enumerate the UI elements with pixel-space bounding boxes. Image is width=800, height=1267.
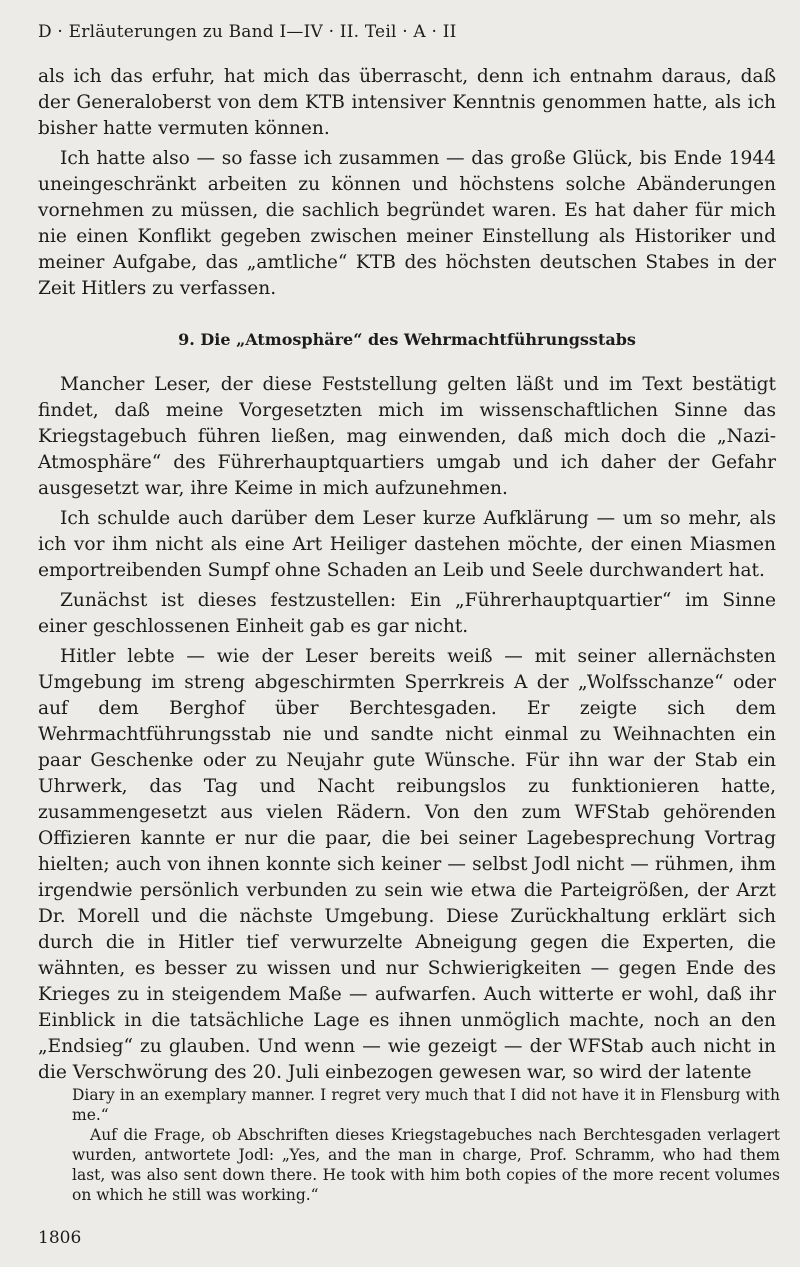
paragraph: Hitler lebte — wie der Leser bereits weiß — mit seiner allernächsten Umgebung im streng abgeschirmten Sperrkreis A der „Wolfsschanze“ oder auf dem Berghof über Berchtesgaden. Er zeigte sich dem Wehrmachtführungsstab nie und sandte nicht einmal zu Weihnachten ein paar Geschenke oder zu Neujahr gute Wünsche. Für ihn war der Stab ein Uhrwerk, das Tag und Nacht reibungslos zu funktionieren hatte, zusammengesetzt aus vielen Rädern. Von den zum WFStab gehörenden Offizieren kannte er nur die paar, die bei seiner Lagebesprechung Vortrag hielten; auch von ihnen konnte sich keiner — selbst Jodl nicht — rühmen, ihm irgendwie persönlich verbunden zu sein wie etwa die Parteigrößen, der Arzt Dr. Morell und die nächste Umgebung. Diese Zurückhaltung erklärt sich durch die in Hitler tief verwurzelte Abneigung gegen die Experten, die wähnten, es besser zu wissen und nur Schwierigkeiten — gegen Ende des Krieges zu in steigendem Maße — aufwarfen. Auch witterte er wohl, daß ihr Einblick in die tatsächliche Lage es ihnen unmöglich machte, noch an den „Endsieg“ zu glauben. Und wenn — wie gezeigt — der WFStab auch nicht in die Verschwörung des 20. Juli einbezogen gewesen war, so wird der latente — [38, 646, 776, 1083]
footnote: Diary in an exemplary manner. I regret very much that I did not have it in Flensburg with me.“ — [72, 1086, 780, 1124]
footnote: Auf die Frage, ob Abschriften dieses Kriegstagebuches nach Berchtesgaden verlagert wurden, antwortete Jodl: „Yes, and the man in charge, Prof. Schramm, who had them last, was also sent down there. He took with him both copies of the more recent volumes on which he still was working.“ — [72, 1126, 780, 1204]
main-text — [38, 64, 776, 1090]
page-number: 1806 — [38, 1228, 82, 1248]
running-head: D · Erläuterungen zu Band I—IV · II. Teil · A · II — [38, 22, 457, 42]
paragraph: Zunächst ist dieses festzustellen: Ein „Führerhauptquartier“ im Sinne einer geschlossenen Einheit gab es gar nicht. — [38, 590, 776, 637]
paragraph: Mancher Leser, der diese Feststellung gelten läßt und im Text bestätigt findet, daß meine Vorgesetzten mich im wissenschaftlichen Sinne das Kriegstagebuch führen ließen, mag einwenden, daß mich doch die „Nazi-Atmosphäre“ des Führerhauptquartiers umgab und ich daher der Gefahr ausgesetzt war, ihre Keime in mich aufzunehmen. — [38, 374, 776, 499]
section-heading: 9. Die „Atmosphäre“ des Wehrmachtführungsstabs — [178, 330, 636, 349]
paragraph: Ich hatte also — so fasse ich zusammen — das große Glück, bis Ende 1944 uneingeschränkt arbeiten zu können und höchstens solche Abänderungen vornehmen zu müssen, die sachlich begründet waren. Es hat daher für mich nie einen Konflikt gegeben zwischen meiner Einstellung als Historiker und meiner Aufgabe, das „amtliche“ KTB des höchsten deutschen Stabes in der Zeit Hitlers zu verfassen. — [38, 148, 776, 299]
footnotes — [72, 1085, 780, 1205]
paragraph: als ich das erfuhr, hat mich das überrascht, denn ich entnahm daraus, daß der Generaloberst von dem KTB intensiver Kenntnis genommen hatte, als ich bisher hatte vermuten können. — [38, 66, 776, 139]
paragraph: Ich schulde auch darüber dem Leser kurze Aufklärung — um so mehr, als ich vor ihm nicht als eine Art Heiliger dastehen möchte, der einen Miasmen emportreibenden Sumpf ohne Schaden an Leib und Seele durchwandert hat. — [38, 508, 776, 581]
